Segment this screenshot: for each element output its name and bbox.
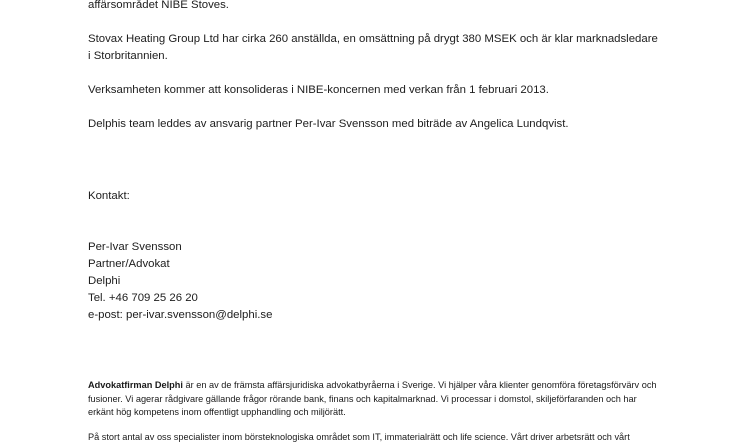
clipped-bottom-paragraph: [88, 431, 658, 444]
clipped-top-paragraph: [88, 0, 658, 14]
contact-title: Partner/Advokat: [88, 258, 170, 270]
document-body: [88, 0, 658, 324]
paragraph-stovax: Stovax Heating Group Ltd har cirka 260 anställda, en omsättning på drygt 380 MSEK och är klar marknadsledare i Storbritannien.: [88, 33, 658, 62]
footer-firm-name: Advokatfirman Delphi: [88, 380, 183, 390]
contact-email: e-post: per-ivar.svensson@delphi.se: [88, 309, 273, 321]
contact-name: Per-Ivar Svensson: [88, 241, 182, 253]
footer-lead-rest: är en av de främsta affärsjuridiska advokatbyråerna i Sverige. Vi hjälper våra klienter genomföra företagsförvärv och: [182, 380, 657, 390]
contact-heading: Kontakt:: [88, 190, 130, 202]
paragraph-clipped-top: affärsområdet NIBE Stoves.: [88, 0, 229, 11]
footer-line-2: fusioner. Vi agerar rådgivare gällande frågor rörande bank, finans och kapitalmarknad. Vi processar i domstol, skiljeförfaranden och har: [88, 393, 637, 404]
paragraph-delphi-team: Delphis team leddes av ansvarig partner Per-Ivar Svensson med biträde av Angelica Lundqvist.: [88, 118, 569, 130]
footer-line-3: erkänt hög kompetens inom offentligt upphandling och miljörätt.: [88, 407, 346, 417]
footer-line-clipped: På stort antal av oss specialister inom börsteknologiska området som IT, immaterialrätt och life science. Vårt driver arbetsrätt och vårt: [88, 431, 630, 442]
document-footer: [88, 379, 658, 444]
paragraph-consolidation: Verksamheten kommer att konsolideras i NIBE-koncernen med verkan från 1 februari 2013.: [88, 84, 549, 96]
footer-lead: [88, 379, 658, 393]
contact-phone: Tel. +46 709 25 26 20: [88, 292, 198, 304]
contact-details: [88, 239, 658, 324]
contact-firm: Delphi: [88, 275, 121, 287]
